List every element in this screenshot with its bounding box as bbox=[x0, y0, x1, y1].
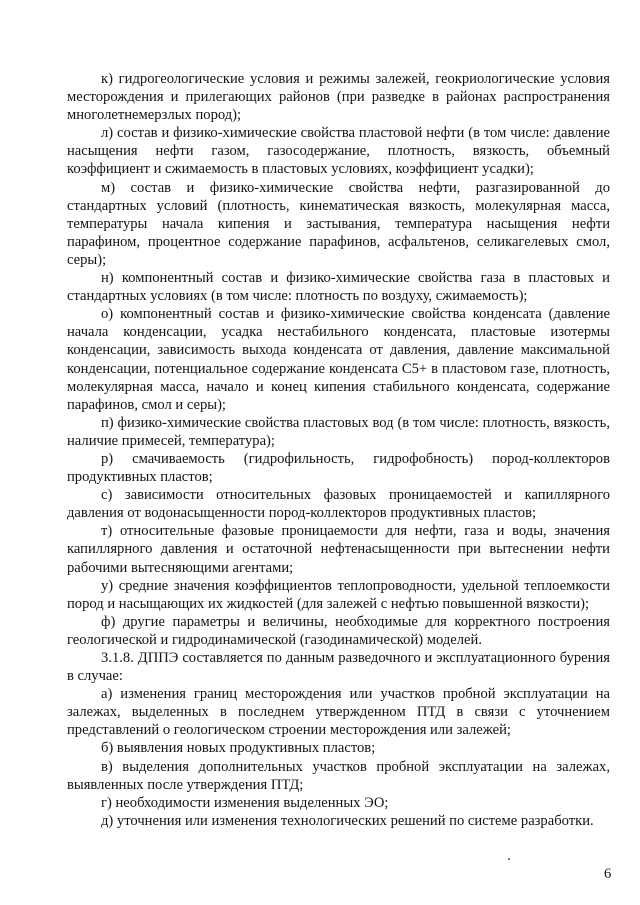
list-item-a: а) изменения границ месторождения или участков пробной эксплуатации на залежах, выделенных в последнем утвержденном ПТД в связи с уточнением представлений о геологическом строении месторождения или залежей; bbox=[67, 686, 610, 739]
list-item-k: к) гидрогеологические условия и режимы залежей, геокриологические условия месторождения и прилегающих районов (при разведке в районах распространения многолетнемерзлых пород); bbox=[67, 71, 610, 124]
list-item-r: р) смачиваемость (гидрофильность, гидрофобность) пород-коллекторов продуктивных пластов; bbox=[67, 450, 610, 486]
list-item-n: н) компонентный состав и физико-химические свойства газа в пластовых и стандартных условиях (в том числе: плотность по воздуху, сжимаемость); bbox=[67, 270, 610, 305]
list-item-u: у) средние значения коэффициентов теплопроводности, удельной теплоемкости пород и насыщающих их жидкостей (для залежей с нефтью повышенной вязкости); bbox=[67, 577, 610, 612]
document-body bbox=[67, 70, 610, 830]
list-item-p: п) физико-химические свойства пластовых вод (в том числе: плотность, вязкость, наличие примесей, температура); bbox=[67, 414, 610, 449]
list-item-d: д) уточнения или изменения технологических решений по системе разработки. bbox=[101, 812, 594, 829]
list-item-v: в) выделения дополнительных участков пробной эксплуатации на залежах, выявленных после утверждения ПТД; bbox=[67, 758, 610, 793]
list-item-b: б) выявления новых продуктивных пластов; bbox=[101, 740, 376, 757]
list-item-f: ф) другие параметры и величины, необходимые для корректного построения геологической и гидродинамической (газодинамической) моделей. bbox=[67, 613, 610, 648]
list-item-t: т) относительные фазовые проницаемости для нефти, газа и воды, значения капиллярного давления и остаточной нефтенасыщенности при вытеснении нефти рабочими вытесняющими агентами; bbox=[67, 523, 610, 576]
list-item-s: с) зависимости относительных фазовых проницаемостей и капиллярного давления от водонасыщенности пород-коллекторов продуктивных пластов; bbox=[67, 487, 610, 522]
list-item-g: г) необходимости изменения выделенных ЭО; bbox=[101, 794, 389, 811]
list-item-l: л) состав и физико-химические свойства пластовой нефти (в том числе: давление насыщения нефти газом, газосодержание, плотность, вязкость, объемный коэффициент и сжимаемость в пластовых условиях, коэффициент усадки); bbox=[67, 125, 610, 178]
list-item-o: о) компонентный состав и физико-химические свойства конденсата (давление начала конденсации, усадка нестабильного конденсата, пластовые изотермы конденсации, зависимость выхода конденсата от давления, давление максимальной конденсации, потенциальное содержание конденсата С5+ в пластовом газе, плотность, молекулярная масса, начало и конец кипения стабильного конденсата, содержание парафинов, смол и серы); bbox=[67, 306, 610, 413]
page-number: 6 bbox=[604, 866, 612, 882]
section-3-1-8: 3.1.8. ДППЭ составляется по данным разведочного и эксплуатационного бурения в случае: bbox=[67, 650, 610, 685]
scan-speck bbox=[508, 858, 510, 860]
list-item-m: м) состав и физико-химические свойства нефти, разгазированной до стандартных условий (плотность, кинематическая вязкость, молекулярная масса, температуры начала кипения и застывания, температура насыщения нефти парафином, процентное содержание парафинов, асфальтенов, селикагелевых смол, серы); bbox=[67, 179, 610, 268]
